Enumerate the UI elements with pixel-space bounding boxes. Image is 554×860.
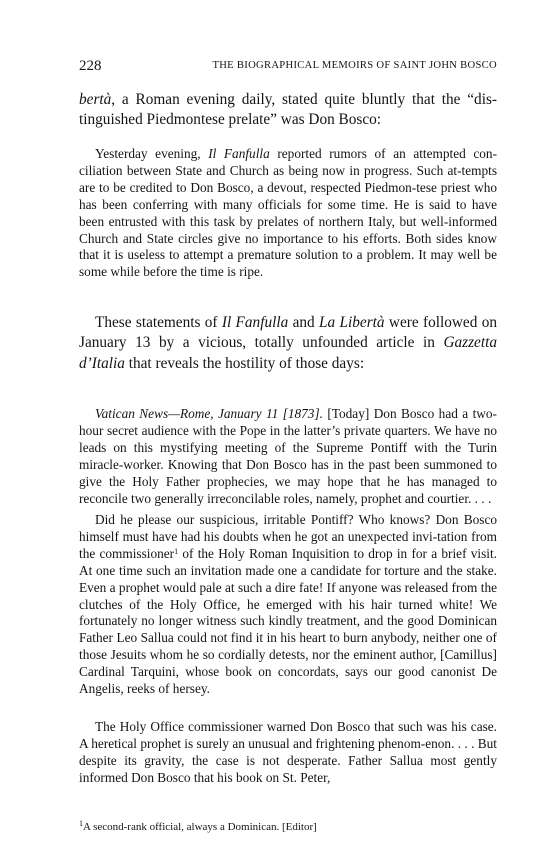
page-number: 228 [79,58,102,74]
page-header [79,58,497,76]
narrative-paragraph: These statements of Il Fanfulla and La Libertà were followed on January 13 by a vicious, totally unfounded article in Gazzetta d’Italia that reveals the hostility of those days: [79,314,497,372]
quote-fanfulla: Yesterday evening, Il Fanfulla reported rumors of an attempted con-ciliation between State and Church as being now in progress. Such at-tempts are to be credited to Don Bosco, a devout, respected Piedmon-tese priest who has been conferring with many officials for some time. He is said to have been entrusted with this task by prelates of northern Italy, but well-informed Church and State circles give no importance to his efforts. Both sides know that it is useless to attempt a premature solution to a problem. It may well be some while before the time is ripe. [79,146,497,280]
opening-paragraph: bertà, a Roman evening daily, stated quite bluntly that the “dis-tinguished Piedmontese prelate” was Don Bosco: [79,91,497,129]
quote-pontiff: Did he please our suspicious, irritable Pontiff? Who knows? Don Bosco himself must have had his doubts when he got an unexpected invi-tation from the commissioner$^1$ of the Holy Roman Inquisition to drop in for a brief visit. At one time such an invitation made one a candidate for torture and the stake. Even a prophet would pale at such a dire fate! If anyone was released from the clutches of the Holy Office, he emerged with his hair turned white! We fortunately no longer witness such kindly treatment, and the good Dominican Father Leo Sallua could not find it in his heart to burn anybody, neither one of those Jesuits whom he so cordially detests, nor the eminent author, [Camillus] Cardinal Tarquini, whose book on concordats, says our good canonist De Angelis, reeks of hersey. [79,512,497,697]
quote-vatican-news: Vatican News—Rome, January 11 [1873]. [Today] Don Bosco had a two-hour secret audience with the Pope in the latter’s private quarters. We have no leads on this mystifying meeting of the Supreme Pontiff with the Turin miracle-worker. Knowing that Don Bosco has in the past been summoned to give the Holy Father prophecies, we may hope that he has managed to reconcile two generally irreconcilable roles, namely, prophet and courtier. . . . [79,406,497,506]
running-title: THE BIOGRAPHICAL MEMOIRS OF SAINT JOHN BOSCO [212,60,497,71]
footnote: $^1$A second-rank official, always a Dominican. [Editor] [79,819,317,833]
quote-holy-office: The Holy Office commissioner warned Don Bosco that such was his case. A heretical prophet is surely an unusual and frightening phenom-enon. . . . But despite its gravity, the case is not desperate. Father Sallua most gently informed Don Bosco that his book on St. Peter, [79,719,497,785]
italic-word: bertà [79,91,112,108]
footnote-ref: 1 [174,546,179,556]
